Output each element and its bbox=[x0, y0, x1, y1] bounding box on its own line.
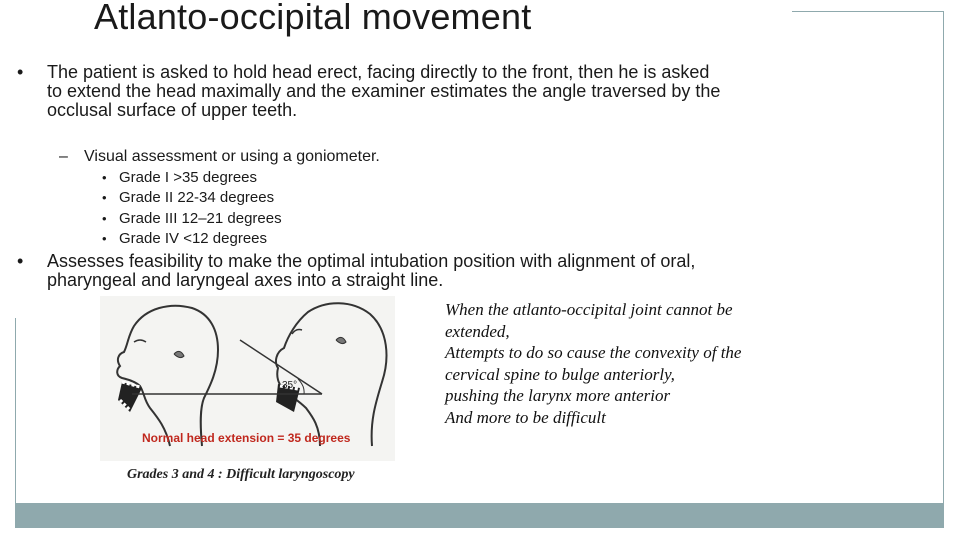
figure-legend: Normal head extension = 35 degrees bbox=[142, 431, 351, 445]
note-line: extended, bbox=[445, 321, 510, 341]
grade-text: Grade IV <12 degrees bbox=[119, 229, 268, 247]
explanatory-note bbox=[445, 299, 885, 428]
bullet-feasibility bbox=[17, 251, 727, 290]
grade-text: Grade III 12–21 degrees bbox=[119, 209, 282, 227]
bullet-dot: • bbox=[17, 251, 24, 271]
bullet-text: The patient is asked to hold head erect, facing directly to the front, then he is asked to extend the head maximally and the examiner estimates the angle traversed by the occlusal surface of upper teeth. bbox=[47, 62, 721, 120]
grade-list bbox=[102, 168, 282, 249]
head-extension-figure bbox=[100, 296, 395, 461]
head-extension-illustration bbox=[100, 296, 395, 461]
grade-dot: • bbox=[102, 230, 107, 246]
sub-bullet-dash: – bbox=[59, 148, 68, 165]
note-line: Attempts to do so cause the convexity of the bbox=[445, 343, 742, 362]
bullet-dot: • bbox=[17, 62, 24, 82]
grade-dot: • bbox=[102, 210, 107, 226]
note-line: And more to be difficult bbox=[445, 407, 606, 427]
sub-bullet bbox=[59, 148, 380, 166]
frame-right-line bbox=[943, 11, 944, 503]
figure-caption: Grades 3 and 4 : Difficult laryngoscopy bbox=[127, 467, 355, 482]
frame-left-line bbox=[15, 318, 16, 503]
bullet-instructions bbox=[17, 62, 727, 120]
grade-dot: • bbox=[102, 190, 107, 206]
note-line: pushing the larynx more anterior bbox=[445, 386, 671, 405]
footer-bar bbox=[15, 503, 944, 528]
note-line: cervical spine to bulge anteriorly, bbox=[445, 364, 675, 384]
slide-title: Atlanto-occipital movement bbox=[94, 0, 532, 37]
note-line: When the atlanto-occipital joint cannot be bbox=[445, 300, 733, 319]
grade-text: Grade I >35 degrees bbox=[119, 169, 258, 186]
grade-text: Grade II 22-34 degrees bbox=[119, 189, 275, 207]
grade-item bbox=[102, 209, 282, 229]
grade-item bbox=[102, 168, 282, 188]
grade-dot: • bbox=[102, 170, 107, 185]
frame-top-line bbox=[792, 11, 944, 12]
angle-label: 35° bbox=[282, 380, 298, 391]
grade-item bbox=[102, 229, 282, 249]
sub-bullet-text: Visual assessment or using a goniometer. bbox=[84, 148, 380, 165]
bullet-text: Assesses feasibility to make the optimal intubation position with alignment of oral, pharyngeal and laryngeal axes into a straight line. bbox=[47, 251, 696, 290]
grade-item bbox=[102, 188, 282, 208]
